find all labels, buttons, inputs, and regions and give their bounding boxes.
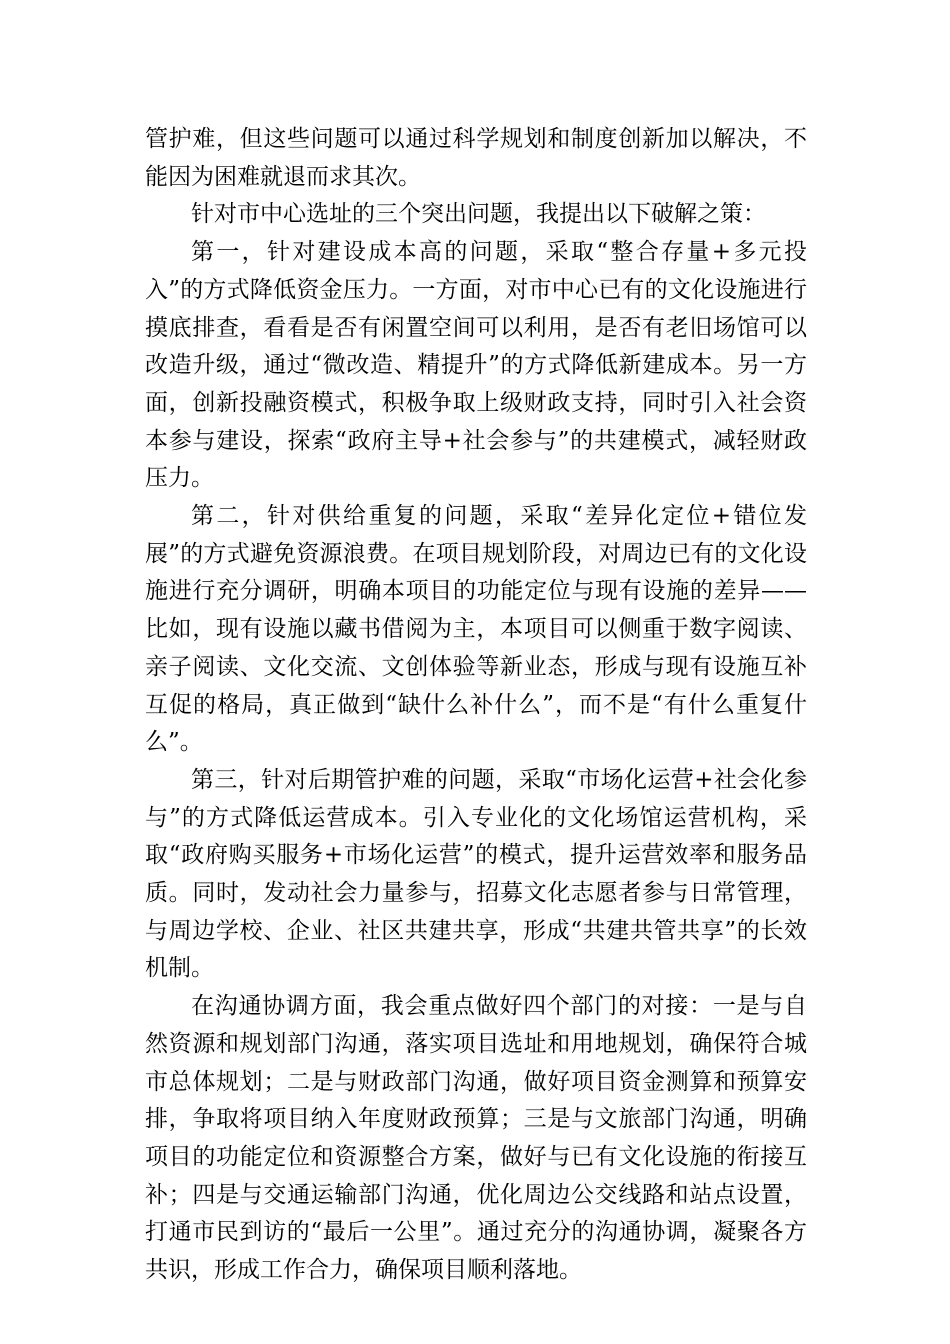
paragraph-intro: 针对市中心选址的三个突出问题，我提出以下破解之策： bbox=[191, 201, 766, 228]
paragraph-third-measure: 第三，针对后期管护难的问题，采取“市场化运营+社会化参与”的方式降低运营成本。引入专业化的文化场馆运营机构，采取“政府购买服务+市场化运营”的模式，提升运营效率和服务品质。同时，发动社会力量参与，招募文化志愿者参与日常管理，与周边学校、企业、社区共建共享，形成“共建共管共享”的长效机制。 bbox=[145, 766, 807, 982]
paragraph-continuation: 管护难，但这些问题可以通过科学规划和制度创新加以解决，不能因为困难就退而求其次。 bbox=[145, 126, 807, 190]
paragraph-first-measure: 第一，针对建设成本高的问题，采取“整合存量+多元投入”的方式降低资金压力。一方面，对市中心已有的文化设施进行摸底排查，看看是否有闲置空间可以利用，是否有老旧场馆可以改造升级，通过“微改造、精提升”的方式降低新建成本。另一方面，创新投融资模式，积极争取上级财政支持，同时引入社会资本参与建设，探索“政府主导+社会参与”的共建模式，减轻财政压力。 bbox=[145, 239, 807, 492]
paragraph-second-measure: 第二，针对供给重复的问题，采取“差异化定位+错位发展”的方式避免资源浪费。在项目规划阶段，对周边已有的文化设施进行充分调研，明确本项目的功能定位与现有设施的差异——比如，现有设施以藏书借阅为主，本项目可以侧重于数字阅读、亲子阅读、文化交流、文创体验等新业态，形成与现有设施互补互促的格局，真正做到“缺什么补什么”，而不是“有什么重复什么”。 bbox=[145, 503, 807, 756]
paragraph-coordination: 在沟通协调方面，我会重点做好四个部门的对接：一是与自然资源和规划部门沟通，落实项目选址和用地规划，确保符合城市总体规划；二是与财政部门沟通，做好项目资金测算和预算安排，争取将项目纳入年度财政预算；三是与文旅部门沟通，明确项目的功能定位和资源整合方案，做好与已有文化设施的衔接互补；四是与交通运输部门沟通，优化周边公交线路和站点设置，打通市民到访的“最后一公里”。通过充分的沟通协调，凝聚各方共识，形成工作合力，确保项目顺利落地。 bbox=[145, 993, 807, 1284]
document-page bbox=[145, 121, 807, 1290]
